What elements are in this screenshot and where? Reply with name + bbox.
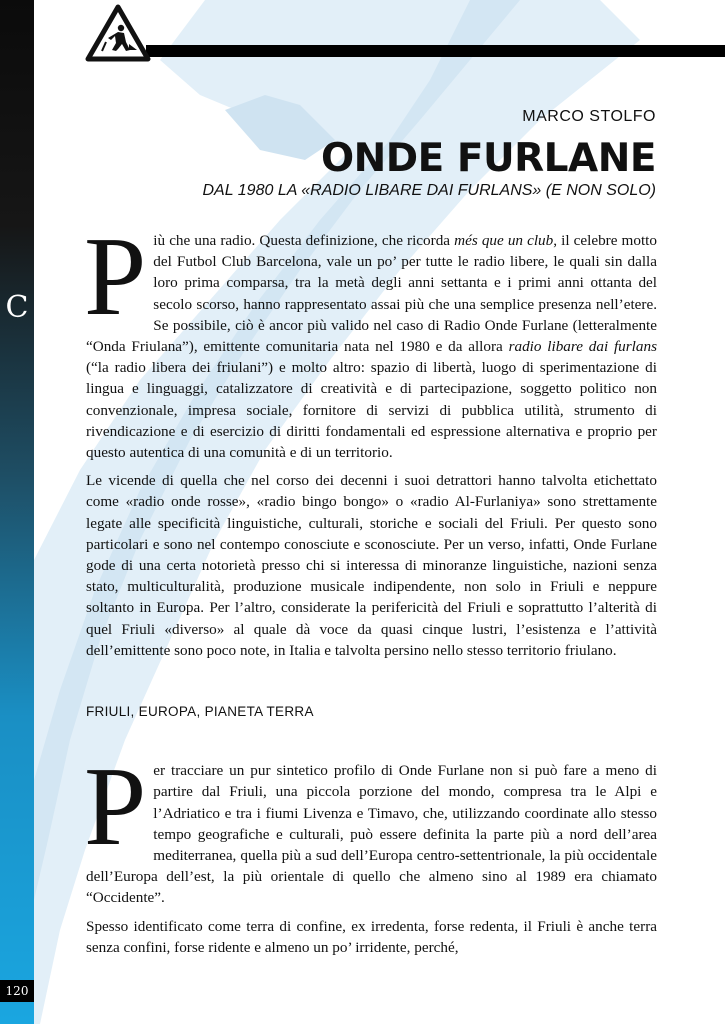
paragraph-1-text-c: (“la radio libera dei friulani”) e molto altro: spazio di libertà, luogo di sperimentazione di lingua e linguaggi, catalizzatore di creatività e di partecipazione, soggetto politico non convenzionale, impresa sociale, fornitore di servizi di pubblica utilità, strumento di rivendicazione e di esercizio di diritti fondamentali ed espressione alternativa e proprio per questo autentica di una comunità e di un territorio. bbox=[86, 359, 657, 462]
drop-cap: P bbox=[84, 215, 147, 339]
drop-cap: P bbox=[84, 745, 147, 870]
section-letter: C bbox=[5, 290, 29, 325]
section-heading: FRIULI, EUROPA, PIANETA TERRA bbox=[86, 704, 314, 720]
article-title: ONDE FURLANE bbox=[320, 136, 656, 181]
paragraph-4: Spesso identificato come terra di confine, ex irredenta, forse redenta, il Friuli è anche terra senza confini, forse ridente e almeno un po’ irridente, perché, bbox=[86, 917, 657, 956]
paragraph-3 bbox=[84, 745, 657, 908]
author-name: MARCO STOLFO bbox=[522, 108, 656, 125]
paragraph-1-text-b: , il celebre motto del Futbol Club Barcelona, vale un po’ per tutte le radio libere, le quali sin dalla loro prima comparsa, tra la metà degli anni settanta e i primi anni ottanta del secolo scorso, hanno rappresentato assai più che una semplice presenza nell’etere. Se possibile, ciò è ancor più valido nel caso di Radio Onde Furlane (letteralmente “Onda Friulana”), emittente comunitaria nata nel 1980 e da allora bbox=[86, 232, 657, 356]
page-number: 120 bbox=[0, 980, 34, 1002]
paragraph-1 bbox=[84, 215, 657, 463]
paragraph-1-italic-a: més que un club bbox=[454, 232, 554, 249]
paragraph-1-text-a: iù che una radio. Questa definizione, che ricorda bbox=[153, 232, 455, 249]
chapter-side-bar bbox=[0, 0, 34, 1024]
article-body bbox=[84, 215, 657, 965]
road-work-warning-icon bbox=[85, 4, 151, 62]
paragraph-2: Le vicende di quella che nel corso dei decenni i suoi detrattori hanno talvolta etichettato come «radio onde rosse», «radio bingo bongo» o «radio Al-Furlaniya» sono strettamente legate alle specificità linguistiche, culturali, storiche e sociali del Friuli. Per questo sono particolari e sono nel contempo conosciute e sconosciute. Per un verso, infatti, Onde Furlane gode di una certa notorietà presso chi si interessa di minoranze linguistiche, nazioni senza stato, multiculturalità, produzione musicale indipendente, non solo in Friuli e neppure soltanto in Europa. Per l’altro, considerate la perifericità del Friuli e soprattutto l’alterità di quel Friuli «diverso» al quale dà voce da quasi cinque lustri, l’esistenza e l’attività dell’emittente sono poco note, in Italia e talvolta persino nello stesso territorio friulano. bbox=[86, 472, 657, 659]
paragraph-3-text: er tracciare un pur sintetico profilo di Onde Furlane non si può fare a meno di partire dal Friuli, una piccola porzione del mondo, compresa tra le Alpi e l’Adriatico e tra i fiumi Livenza e Timavo, che, utilizzando coordinate allo stesso tempo geografiche e culturali, può essere definita la parte più a nord dell’area mediterranea, quella più a sud dell’Europa centro-settentrionale, la più occidentale dell’Europa dell’est, la più orientale di quello che almeno sino al 1989 era chiamato “Occidente”. bbox=[86, 762, 657, 907]
header-rule bbox=[146, 45, 725, 57]
article-subtitle: DAL 1980 LA «RADIO LIBARE DAI FURLANS» (E NON SOLO) bbox=[202, 182, 656, 199]
paragraph-1-italic-b: radio libare dai furlans bbox=[508, 338, 657, 356]
